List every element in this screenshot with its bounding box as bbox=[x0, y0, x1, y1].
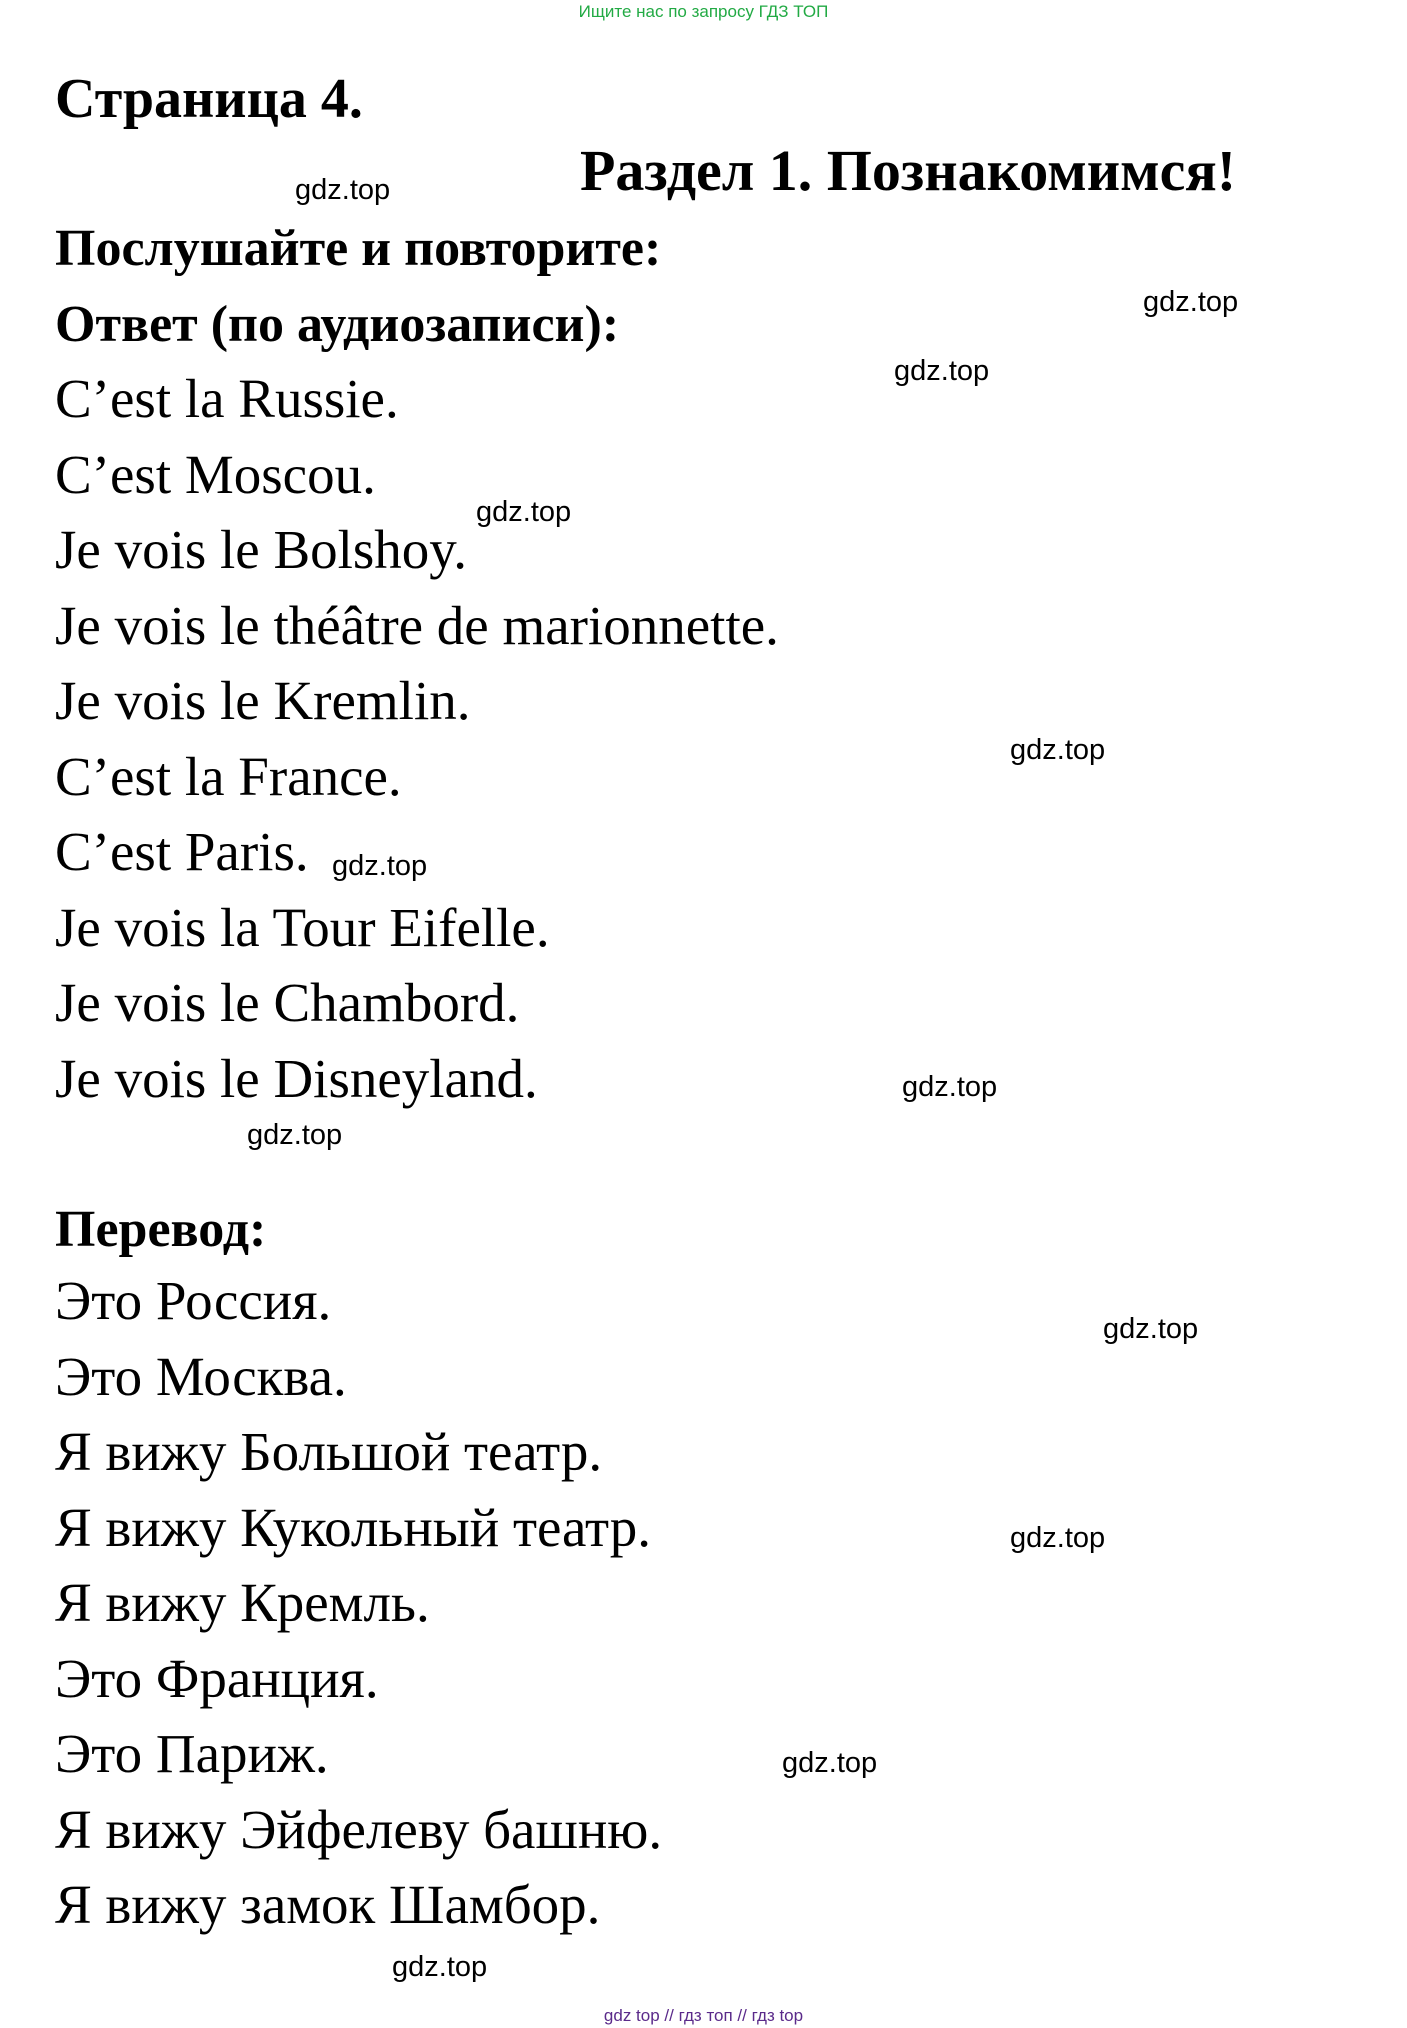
translation-line: Я вижу Кукольный театр. bbox=[55, 1496, 652, 1558]
french-line: C’est Moscou. bbox=[55, 443, 376, 505]
instruction-heading: Послушайте и повторите: bbox=[55, 220, 662, 277]
answer-heading: Ответ (по аудиозаписи): bbox=[55, 296, 620, 353]
translation-heading: Перевод: bbox=[55, 1201, 267, 1258]
french-line: Je vois le Bolshoy. bbox=[55, 519, 467, 580]
translation-line: Это Париж. bbox=[55, 1723, 329, 1784]
watermark: gdz.top bbox=[782, 1747, 878, 1779]
french-line: Je vois la Tour Eifelle. bbox=[55, 896, 550, 958]
french-phrase-list bbox=[55, 361, 779, 1116]
watermark: gdz.top bbox=[1103, 1313, 1199, 1345]
watermark: gdz.top bbox=[894, 355, 990, 387]
translation-line: Я вижу Большой театр. bbox=[55, 1421, 603, 1482]
french-line: Je vois le théâtre de marionnette. bbox=[55, 594, 779, 656]
translation-line: Это Россия. bbox=[55, 1270, 332, 1331]
watermark: gdz.top bbox=[1143, 286, 1239, 318]
french-line: C’est Paris. bbox=[55, 821, 309, 882]
watermark: gdz.top bbox=[1010, 1522, 1106, 1554]
watermark: gdz.top bbox=[392, 1951, 488, 1983]
footer: gdz top // гдз топ // гдз top bbox=[603, 2006, 804, 2025]
section-title: Раздел 1. Познакомимся! bbox=[580, 138, 1237, 203]
translation-line: Я вижу Кремль. bbox=[55, 1572, 430, 1633]
top-banner: Ищите нас по запросу ГДЗ ТОП bbox=[578, 2, 829, 21]
watermark: gdz.top bbox=[902, 1071, 998, 1103]
watermark: gdz.top bbox=[247, 1119, 343, 1151]
french-line: Je vois le Disneyland. bbox=[55, 1047, 538, 1109]
french-line: C’est la France. bbox=[55, 745, 402, 807]
french-line: C’est la Russie. bbox=[55, 368, 399, 429]
watermark: gdz.top bbox=[476, 496, 572, 528]
french-line: Je vois le Kremlin. bbox=[55, 670, 471, 731]
translation-line: Это Москва. bbox=[55, 1345, 347, 1407]
page-number: Страница 4. bbox=[55, 68, 363, 130]
translation-line: Это Франция. bbox=[55, 1647, 379, 1709]
watermark: gdz.top bbox=[1010, 734, 1106, 766]
translation-line: Я вижу Эйфелеву башню. bbox=[55, 1798, 663, 1860]
watermark: gdz.top bbox=[295, 174, 391, 206]
translation-line: Я вижу замок Шамбор. bbox=[55, 1874, 601, 1935]
translation-list bbox=[55, 1263, 662, 1943]
watermark: gdz.top bbox=[332, 850, 428, 882]
french-line: Je vois le Chambord. bbox=[55, 972, 520, 1033]
